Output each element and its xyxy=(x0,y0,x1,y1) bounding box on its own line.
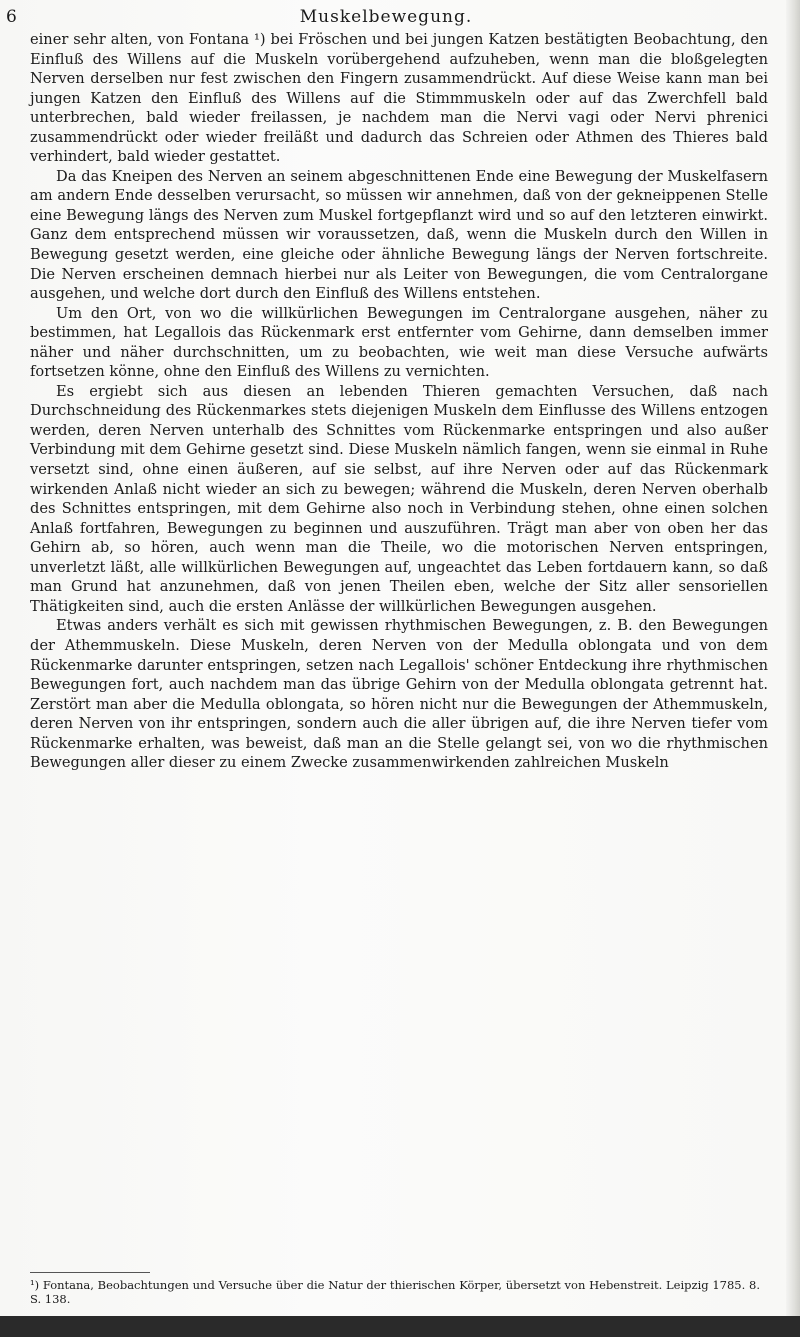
body-text xyxy=(30,30,768,773)
running-title: Muskelbewegung. xyxy=(299,7,473,27)
paragraph: Etwas anders verhält es sich mit gewissen rhythmischen Bewegungen, z. B. den Bewegungen der Athemmuskeln. Diese Muskeln, deren Nerven von der Medulla oblongata und von dem Rückenmarke darunter entspringen, setzen nach Legallois' schöner Entdeckung ihre rhythmischen Bewegungen fort, auch nachdem man das übrige Gehirn von der Medulla oblongata getrennt hat. Zerstört man aber die Medulla oblongata, so hören nicht nur die Bewegungen der Athemmuskeln, deren Nerven von ihr entspringen, sondern auch die aller übrigen auf, die ihre Nerven tiefer vom Rückenmarke erhalten, was beweist, daß man an die Stelle gelangt sei, von wo die rhythmischen Bewegungen aller dieser zu einem Zwecke zusammenwirkenden zahlreichen Muskeln xyxy=(30,617,768,772)
scan-border xyxy=(0,1316,800,1337)
page-edge-shadow xyxy=(786,0,800,1337)
paragraph: Um den Ort, von wo die willkürlichen Bewegungen im Centralorgane ausgehen, näher zu bestimmen, hat Legallois das Rückenmark erst entfernter vom Gehirne, dann demselben immer näher und näher durchschnitten, um zu beobachten, wie weit man diese Versuche aufwärts fortsetzen könne, ohne den Einfluß des Willens zu vernichten. xyxy=(30,304,768,381)
paragraph: Es ergiebt sich aus diesen an lebenden Thieren gemachten Versuchen, daß nach Durchschneidung des Rückenmarkes stets diejenigen Muskeln dem Einflusse des Willens entzogen werden, deren Nerven unterhalb des Schnittes vom Rückenmarke entspringen und also außer Verbindung mit dem Gehirne gesetzt sind. Diese Muskeln nämlich fangen, wenn sie einmal in Ruhe versetzt sind, ohne einen äußeren, auf sie selbst, auf ihre Nerven oder auf das Rückenmark wirkenden Anlaß nicht wieder an sich zu bewegen; während die Muskeln, deren Nerven oberhalb des Schnittes entspringen, mit dem Gehirne also noch in Verbindung stehen, ohne einen solchen Anlaß fortfahren, Bewegungen zu beginnen und auszuführen. Trägt man aber von oben her das Gehirn ab, so hören, auch wenn man die Theile, wo die motorischen Nerven entspringen, unverletzt läßt, alle willkürlichen Bewegungen auf, ungeachtet das Leben fortdauern kann, so daß man Grund hat anzunehmen, daß von jenen Theilen eben, welche der Sitz aller sensoriellen Thätigkeiten sind, auch die ersten Anlässe der willkürlichen Bewegungen ausgehen. xyxy=(30,382,768,615)
footnote: ¹) Fontana, Beobachtungen und Versuche über die Natur der thierischen Körper, übersetzt von Hebenstreit. Leipzig 1785. 8. S. 138. xyxy=(30,1278,760,1306)
footnote-divider xyxy=(30,1272,150,1273)
paragraph: Da das Kneipen des Nerven an seinem abgeschnittenen Ende eine Bewegung der Muskelfasern am andern Ende desselben verursacht, so müssen wir annehmen, daß von der gekneippenen Stelle eine Bewegung längs des Nerven zum Muskel fortgepflanzt wird und so auf den letzteren einwirkt. Ganz dem entsprechend müssen wir voraussetzen, daß, wenn die Muskeln durch den Willen in Bewegung gesetzt werden, eine gleiche oder ähnliche Bewegung längs der Nerven fortschreite. Die Nerven erscheinen demnach hierbei nur als Leiter von Bewegungen, die vom Centralorgane ausgehen, und welche dort durch den Einfluß des Willens entstehen. xyxy=(30,167,768,303)
paragraph: einer sehr alten, von Fontana ¹) bei Fröschen und bei jungen Katzen bestätigten Beobachtung, den Einfluß des Willens auf die Muskeln vorübergehend aufzuheben, wenn man die bloßgelegten Nerven derselben nur fest zwischen den Fingern zusammendrückt. Auf diese Weise kann man bei jungen Katzen den Einfluß des Willens auf die Stimmmuskeln oder auf das Zwerchfell bald unterbrechen, bald wieder freilassen, je nachdem man die Nervi vagi oder Nervi phrenici zusammendrückt oder wieder freiläßt und dadurch das Schreien oder Athmen des Thieres bald verhindert, bald wieder gestattet. xyxy=(30,31,768,166)
page-header xyxy=(6,6,766,28)
page-number: 6 xyxy=(6,7,17,27)
